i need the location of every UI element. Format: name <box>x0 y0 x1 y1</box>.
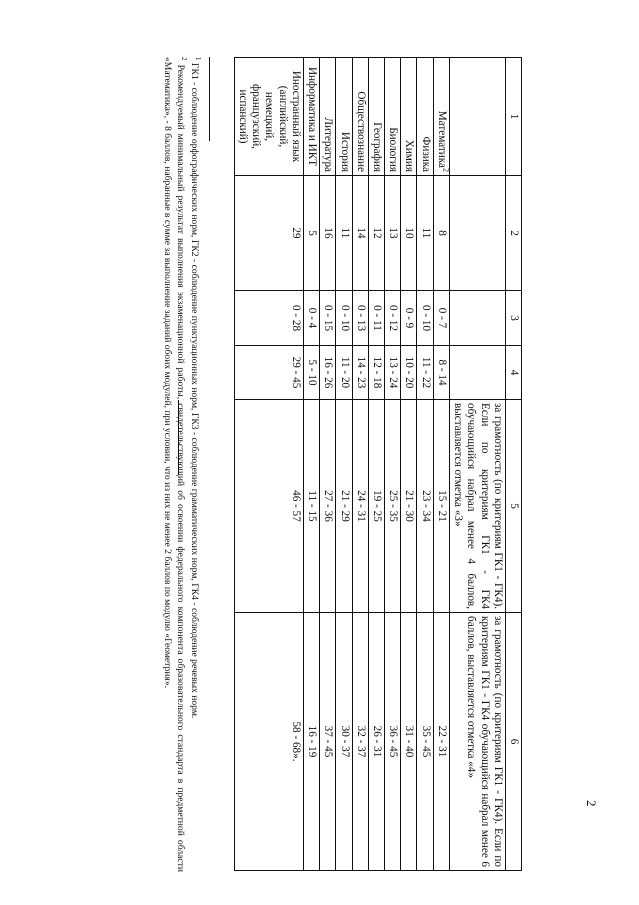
grade-2-range: 0 - 15 <box>320 291 336 346</box>
grade-5-range: 16 - 19 <box>303 613 319 871</box>
grade-2-range: 0 - 10 <box>417 291 433 346</box>
footnote-mark: 2 <box>441 168 451 172</box>
grade-5-range: 37 - 45 <box>320 613 336 871</box>
end-separator <box>178 400 179 475</box>
min-score: 11 <box>417 176 433 291</box>
min-score: 5 <box>303 176 319 291</box>
grade-3-range: 13 - 24 <box>385 346 401 400</box>
min-score: 8 <box>433 176 449 291</box>
grade-4-range: 25 - 35 <box>385 400 401 613</box>
grade-4-range: 19 - 25 <box>368 400 384 613</box>
grade-3-range: 8 - 14 <box>433 346 449 400</box>
grade-2-range: 0 - 12 <box>385 291 401 346</box>
min-score: 10 <box>401 176 417 291</box>
table-row <box>368 58 384 871</box>
grade-2-range: 0 - 13 <box>352 291 368 346</box>
grade-2-range: 0 - 28 <box>234 291 303 346</box>
header-col-4: 4 <box>505 346 521 400</box>
footnote-mark: 2 <box>179 57 188 61</box>
min-score: 13 <box>385 176 401 291</box>
grade-2-range: 0 - 10 <box>336 291 352 346</box>
grade-4-range: 27 - 36 <box>320 400 336 613</box>
explanation-col-5: за грамотность (по критериям ГК1 - ГК4). Если по критериям ГК1 - ГК4 обучающийся набрал менее 4 баллов, выставляется отметка «3» <box>449 400 505 613</box>
subject-name: История <box>336 58 352 176</box>
header-col-6: 6 <box>505 613 521 871</box>
grade-2-range: 0 - 7 <box>433 291 449 346</box>
grade-3-range: 11 - 22 <box>417 346 433 400</box>
footnotes <box>161 57 202 872</box>
subject-name: Информатика и ИКТ <box>303 58 319 176</box>
table-row <box>303 58 319 871</box>
footnote-text: ГК1 - соблюдение орфографических норм, ГК2 - соблюдение пунктуационных норм, ГК3 - соблюдение грамматических норм, ГК4 - соблюдение речевых норм. <box>188 62 200 719</box>
table-row <box>352 58 368 871</box>
grade-3-range: 16 - 26 <box>320 346 336 400</box>
explanation-empty-1 <box>449 58 505 176</box>
subject-name: Физика <box>417 58 433 176</box>
grade-4-range: 24 - 31 <box>352 400 368 613</box>
grade-5-range: 35 - 45 <box>417 613 433 871</box>
header-row <box>505 58 521 871</box>
grade-4-range: 46 - 57 <box>234 400 303 613</box>
explanation-empty-3 <box>449 291 505 346</box>
grade-2-range: 0 - 9 <box>401 291 417 346</box>
table-row <box>385 58 401 871</box>
subject-name: Математика <box>435 110 448 168</box>
subject-name: Иностранный язык (английский, немецкий, французский, испанский) <box>234 58 303 176</box>
grade-3-range: 11 - 20 <box>336 346 352 400</box>
grade-4-range: 23 - 34 <box>417 400 433 613</box>
footnote-2 <box>161 57 188 872</box>
explanation-empty-2 <box>449 176 505 291</box>
header-col-3: 3 <box>505 291 521 346</box>
subject-name: Биология <box>385 58 401 176</box>
grade-4-range: 15 - 21 <box>433 400 449 613</box>
subject-name: Литература <box>320 58 336 176</box>
subject-name: Химия <box>401 58 417 176</box>
table-row <box>417 58 433 871</box>
subject-name: География <box>368 58 384 176</box>
grade-2-range: 0 - 4 <box>303 291 319 346</box>
grading-table <box>234 57 522 871</box>
min-score: 16 <box>320 176 336 291</box>
grade-5-range: 36 - 45 <box>385 613 401 871</box>
explanation-empty-4 <box>449 346 505 400</box>
grade-5-range: 58 - 68». <box>234 613 303 871</box>
subject-name: Обществознание <box>352 58 368 176</box>
grade-5-range: 32 - 37 <box>352 613 368 871</box>
table-row <box>433 58 449 871</box>
footnote-separator <box>209 57 210 141</box>
explanation-row <box>449 58 505 871</box>
table-row <box>336 58 352 871</box>
grade-3-range: 5 - 10 <box>303 346 319 400</box>
min-score: 12 <box>368 176 384 291</box>
grade-4-range: 21 - 30 <box>401 400 417 613</box>
min-score: 11 <box>336 176 352 291</box>
grade-4-range: 11 - 15 <box>303 400 319 613</box>
header-col-1: 1 <box>505 58 521 176</box>
grade-2-range: 0 - 11 <box>368 291 384 346</box>
grade-5-range: 31 - 40 <box>401 613 417 871</box>
min-score: 29 <box>234 176 303 291</box>
min-score: 14 <box>352 176 368 291</box>
footnote-text: Рекомендуемый минимальный результат выполнения экзаменационной работы, свидетельствующий об освоении федерального компонента образовательного стандарта в предметной области «Математика», - 8 баллов, набранные в сумме за выполнение заданий обоих модулей, при условии, что из них не менее 2 баллов по модулю «Геометрия». <box>162 57 186 872</box>
grade-3-range: 10 - 20 <box>401 346 417 400</box>
grade-5-range: 22 - 31 <box>433 613 449 871</box>
header-col-5: 5 <box>505 400 521 613</box>
header-col-2: 2 <box>505 176 521 291</box>
footnote-mark: 1 <box>194 57 202 61</box>
explanation-col-6: за грамотность (по критериям ГК1 - ГК4). Если по критериям ГК1 - ГК4 обучающийся набрал менее 6 баллов, выставляется отметка «4» <box>449 613 505 871</box>
grade-4-range: 21 - 29 <box>336 400 352 613</box>
table-row <box>320 58 336 871</box>
grade-3-range: 14 - 23 <box>352 346 368 400</box>
table-row <box>234 58 303 871</box>
grade-3-range: 12 - 18 <box>368 346 384 400</box>
grade-5-range: 26 - 31 <box>368 613 384 871</box>
grade-3-range: 29 - 45 <box>234 346 303 400</box>
grade-5-range: 30 - 37 <box>336 613 352 871</box>
page-number: 2 <box>584 800 599 807</box>
footnote-1 <box>188 57 202 872</box>
table-row <box>401 58 417 871</box>
